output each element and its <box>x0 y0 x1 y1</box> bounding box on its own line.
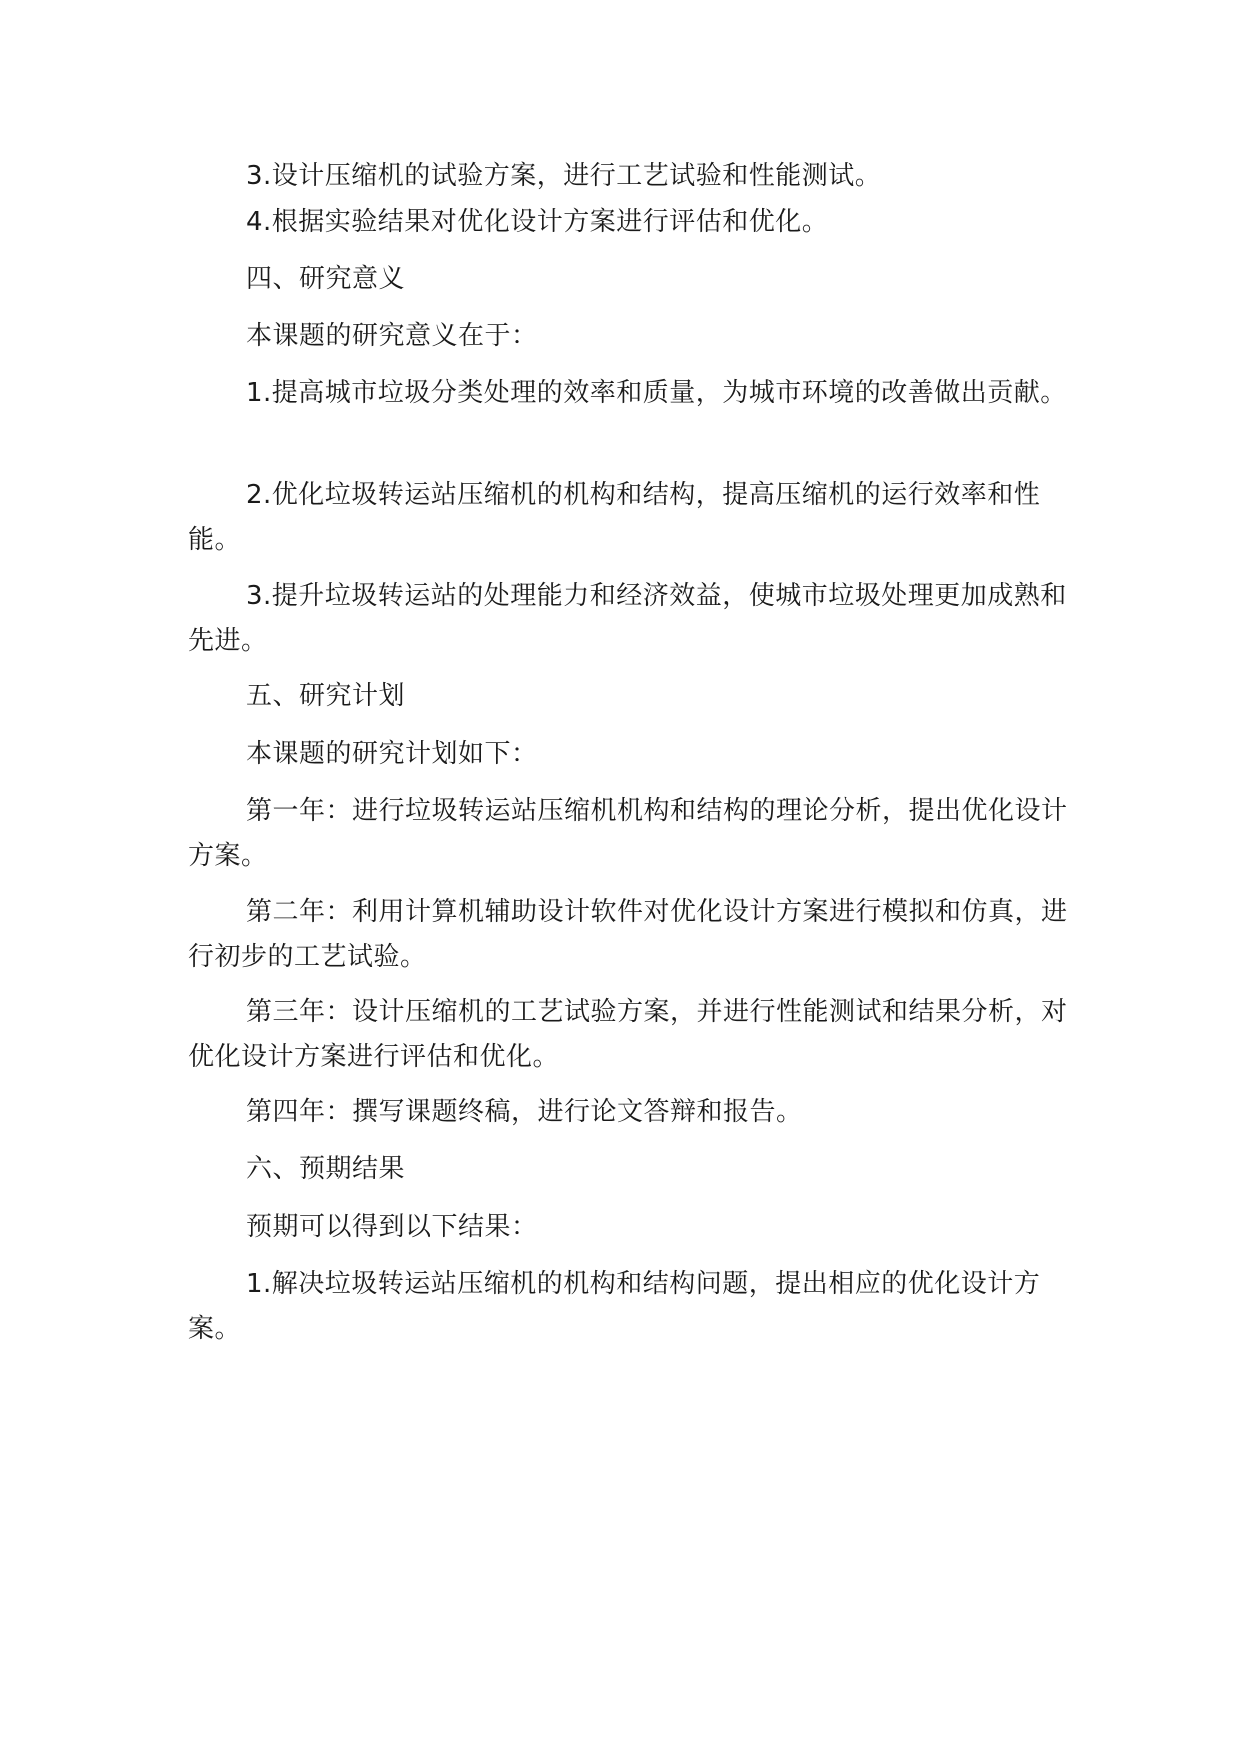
paragraph-plan-year-1: 第一年：进行垃圾转运站压缩机机构和结构的理论分析，提出优化设计方案。 <box>188 796 1068 871</box>
paragraph-plan-year-3: 第三年：设计压缩机的工艺试验方案，并进行性能测试和结果分析，对优化设计方案进行评估和优化。 <box>188 997 1068 1072</box>
paragraph-evaluate-optimize: 4.根据实验结果对优化设计方案进行评估和优化。 <box>246 207 829 237</box>
heading-expected-results: 六、预期结果 <box>246 1154 406 1184</box>
paragraph-result-1: 1.解决垃圾转运站压缩机的机构和结构问题，提出相应的优化设计方案。 <box>188 1269 1041 1344</box>
paragraph-significance-2: 2.优化垃圾转运站压缩机的机构和结构，提高压缩机的运行效率和性能。 <box>188 480 1041 555</box>
paragraph-results-intro: 预期可以得到以下结果： <box>246 1212 538 1242</box>
heading-research-plan: 五、研究计划 <box>246 681 406 711</box>
paragraph-significance-1: 1.提高城市垃圾分类处理的效率和质量，为城市环境的改善做出贡献。 <box>246 378 1067 408</box>
paragraph-significance-3: 3.提升垃圾转运站的处理能力和经济效益，使城市垃圾处理更加成熟和先进。 <box>188 581 1067 656</box>
paragraph-plan-year-4: 第四年：撰写课题终稿，进行论文答辩和报告。 <box>246 1097 803 1127</box>
paragraph-plan-year-2: 第二年：利用计算机辅助设计软件对优化设计方案进行模拟和仿真，进行初步的工艺试验。 <box>188 897 1068 972</box>
paragraph-significance-intro: 本课题的研究意义在于： <box>246 321 538 351</box>
paragraph-design-test-plan: 3.设计压缩机的试验方案，进行工艺试验和性能测试。 <box>246 161 882 191</box>
heading-research-significance: 四、研究意义 <box>246 264 406 294</box>
paragraph-plan-intro: 本课题的研究计划如下： <box>246 739 538 769</box>
